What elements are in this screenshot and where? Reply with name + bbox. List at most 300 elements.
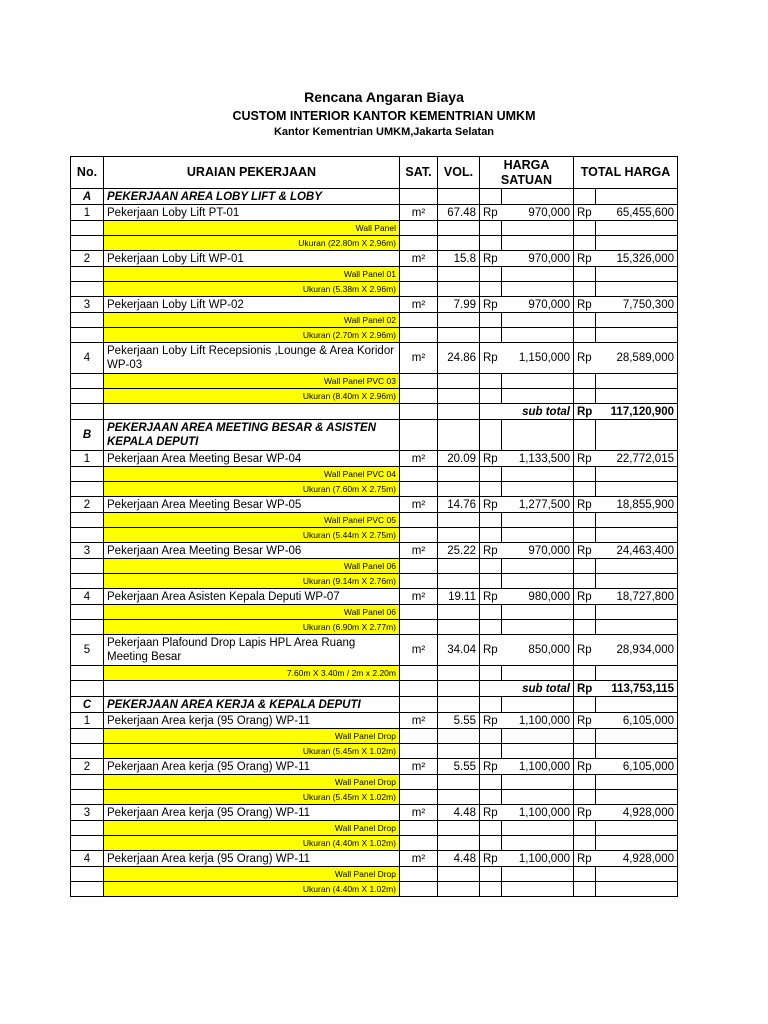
note-row xyxy=(71,328,678,343)
item-number: 1 xyxy=(71,451,104,467)
empty-cell xyxy=(502,282,574,297)
empty-cell xyxy=(438,189,480,205)
item-volume: 34.04 xyxy=(438,635,480,666)
section-letter: B xyxy=(71,420,104,451)
empty-cell xyxy=(400,221,438,236)
item-description: Pekerjaan Loby Lift Recepsionis ,Lounge & Area Koridor WP-03 xyxy=(104,343,400,374)
note-row xyxy=(71,282,678,297)
section-title: PEKERJAAN AREA KERJA & KEPALA DEPUTI xyxy=(104,697,400,713)
subtotal-row xyxy=(71,404,678,420)
item-total-price: 28,589,000 xyxy=(596,343,678,374)
item-description: Pekerjaan Area Meeting Besar WP-05 xyxy=(104,497,400,513)
empty-cell xyxy=(438,267,480,282)
item-note: Wall Panel PVC 04 xyxy=(104,467,400,482)
item-volume: 24.86 xyxy=(438,343,480,374)
empty-cell xyxy=(502,467,574,482)
item-description: Pekerjaan Loby Lift WP-01 xyxy=(104,251,400,267)
empty-cell xyxy=(480,559,502,574)
section-letter: C xyxy=(71,697,104,713)
item-unit: m² xyxy=(400,759,438,775)
item-unit: m² xyxy=(400,297,438,313)
empty-cell xyxy=(400,697,438,713)
empty-cell xyxy=(502,420,574,451)
note-row xyxy=(71,482,678,497)
note-row xyxy=(71,267,678,282)
note-row xyxy=(71,313,678,328)
note-row xyxy=(71,882,678,897)
empty-cell xyxy=(400,744,438,759)
item-unit: m² xyxy=(400,589,438,605)
subtotal-label: sub total xyxy=(480,404,574,420)
empty-cell xyxy=(480,775,502,790)
item-unit-price: 1,150,000 xyxy=(502,343,574,374)
item-number: 3 xyxy=(71,297,104,313)
item-unit-price: 970,000 xyxy=(502,297,574,313)
empty-cell xyxy=(480,513,502,528)
empty-cell xyxy=(438,404,480,420)
empty-cell xyxy=(71,328,104,343)
empty-cell xyxy=(480,821,502,836)
empty-cell xyxy=(574,267,596,282)
empty-cell xyxy=(596,482,678,497)
item-total-price: 7,750,300 xyxy=(596,297,678,313)
empty-cell xyxy=(438,882,480,897)
empty-cell xyxy=(596,775,678,790)
item-unit: m² xyxy=(400,805,438,821)
empty-cell xyxy=(502,559,574,574)
empty-cell xyxy=(400,389,438,404)
empty-cell xyxy=(596,513,678,528)
empty-cell xyxy=(480,867,502,882)
empty-cell xyxy=(400,836,438,851)
item-description: Pekerjaan Area kerja (95 Orang) WP-11 xyxy=(104,713,400,729)
empty-cell xyxy=(502,666,574,681)
empty-cell xyxy=(596,882,678,897)
note-row xyxy=(71,605,678,620)
note-row xyxy=(71,775,678,790)
empty-cell xyxy=(596,282,678,297)
empty-cell xyxy=(502,374,574,389)
item-description: Pekerjaan Area Asisten Kepala Deputi WP-07 xyxy=(104,589,400,605)
table-row xyxy=(71,851,678,867)
currency-label: Rp xyxy=(574,404,596,420)
empty-cell xyxy=(480,389,502,404)
currency-label: Rp xyxy=(480,851,502,867)
empty-cell xyxy=(438,528,480,543)
empty-cell xyxy=(480,236,502,251)
item-volume: 7.99 xyxy=(438,297,480,313)
empty-cell xyxy=(480,313,502,328)
item-unit: m² xyxy=(400,851,438,867)
currency-label: Rp xyxy=(480,297,502,313)
empty-cell xyxy=(71,681,104,697)
item-number: 1 xyxy=(71,205,104,221)
empty-cell xyxy=(502,389,574,404)
item-number: 1 xyxy=(71,713,104,729)
empty-cell xyxy=(71,821,104,836)
subtotal-label: sub total xyxy=(480,681,574,697)
empty-cell xyxy=(400,404,438,420)
note-row xyxy=(71,821,678,836)
item-unit-price: 1,100,000 xyxy=(502,713,574,729)
empty-cell xyxy=(574,389,596,404)
empty-cell xyxy=(71,482,104,497)
currency-label: Rp xyxy=(574,759,596,775)
section-title: PEKERJAAN AREA MEETING BESAR & ASISTEN KEPALA DEPUTI xyxy=(104,420,400,451)
subtotal-value: 113,753,115 xyxy=(596,681,678,697)
empty-cell xyxy=(502,267,574,282)
empty-cell xyxy=(438,867,480,882)
empty-cell xyxy=(71,236,104,251)
note-row xyxy=(71,559,678,574)
item-note: Wall Panel Drop xyxy=(104,867,400,882)
empty-cell xyxy=(574,620,596,635)
item-note: Ukuran (5.38m X 2.96m) xyxy=(104,282,400,297)
empty-cell xyxy=(438,574,480,589)
item-number: 2 xyxy=(71,759,104,775)
empty-cell xyxy=(71,404,104,420)
item-unit-price: 970,000 xyxy=(502,205,574,221)
empty-cell xyxy=(596,836,678,851)
item-description: Pekerjaan Loby Lift WP-02 xyxy=(104,297,400,313)
table-row xyxy=(71,205,678,221)
note-row xyxy=(71,867,678,882)
table-row xyxy=(71,589,678,605)
item-volume: 20.09 xyxy=(438,451,480,467)
empty-cell xyxy=(438,681,480,697)
item-note: Ukuran (5.45m X 1.02m) xyxy=(104,744,400,759)
empty-cell xyxy=(596,236,678,251)
note-row xyxy=(71,236,678,251)
empty-cell xyxy=(502,729,574,744)
item-number: 4 xyxy=(71,343,104,374)
empty-cell xyxy=(596,697,678,713)
empty-cell xyxy=(400,313,438,328)
empty-cell xyxy=(71,620,104,635)
item-volume: 5.55 xyxy=(438,759,480,775)
empty-cell xyxy=(400,374,438,389)
empty-cell xyxy=(502,882,574,897)
empty-cell xyxy=(71,744,104,759)
empty-cell xyxy=(574,744,596,759)
item-unit: m² xyxy=(400,713,438,729)
item-total-price: 24,463,400 xyxy=(596,543,678,559)
empty-cell xyxy=(502,605,574,620)
empty-cell xyxy=(480,790,502,805)
item-number: 3 xyxy=(71,543,104,559)
empty-cell xyxy=(71,282,104,297)
empty-cell xyxy=(438,605,480,620)
item-total-price: 18,855,900 xyxy=(596,497,678,513)
empty-cell xyxy=(480,605,502,620)
empty-cell xyxy=(596,374,678,389)
col-header-sat: SAT. xyxy=(400,157,438,189)
item-note: Wall Panel 06 xyxy=(104,605,400,620)
item-note: Wall Panel Drop xyxy=(104,729,400,744)
empty-cell xyxy=(596,574,678,589)
empty-cell xyxy=(480,744,502,759)
currency-label: Rp xyxy=(574,251,596,267)
item-number: 3 xyxy=(71,805,104,821)
table-row xyxy=(71,497,678,513)
empty-cell xyxy=(438,221,480,236)
currency-label: Rp xyxy=(480,451,502,467)
empty-cell xyxy=(574,313,596,328)
item-note: Ukuran (9.14m X 2.76m) xyxy=(104,574,400,589)
table-row xyxy=(71,297,678,313)
item-unit-price: 1,100,000 xyxy=(502,805,574,821)
empty-cell xyxy=(502,697,574,713)
currency-label: Rp xyxy=(574,543,596,559)
empty-cell xyxy=(438,620,480,635)
document-location: Kantor Kementrian UMKM,Jakarta Selatan xyxy=(273,126,495,138)
empty-cell xyxy=(438,513,480,528)
empty-cell xyxy=(400,867,438,882)
empty-cell xyxy=(438,836,480,851)
currency-label: Rp xyxy=(480,713,502,729)
empty-cell xyxy=(400,605,438,620)
item-number: 5 xyxy=(71,635,104,666)
item-note: Ukuran (4.40m X 1.02m) xyxy=(104,836,400,851)
document-title: Rencana Angaran Biaya xyxy=(304,89,464,105)
empty-cell xyxy=(574,574,596,589)
empty-cell xyxy=(502,513,574,528)
empty-cell xyxy=(71,559,104,574)
table-row xyxy=(71,451,678,467)
col-header-vol: VOL. xyxy=(438,157,480,189)
table-row xyxy=(71,635,678,666)
empty-cell xyxy=(596,189,678,205)
empty-cell xyxy=(596,221,678,236)
currency-label: Rp xyxy=(574,451,596,467)
item-unit-price: 1,133,500 xyxy=(502,451,574,467)
empty-cell xyxy=(480,697,502,713)
section-letter: A xyxy=(71,189,104,205)
item-note: Wall Panel 01 xyxy=(104,267,400,282)
empty-cell xyxy=(502,821,574,836)
empty-cell xyxy=(574,221,596,236)
empty-cell xyxy=(438,236,480,251)
empty-cell xyxy=(400,574,438,589)
empty-cell xyxy=(400,328,438,343)
empty-cell xyxy=(438,775,480,790)
item-unit-price: 850,000 xyxy=(502,635,574,666)
currency-label: Rp xyxy=(574,851,596,867)
empty-cell xyxy=(480,666,502,681)
empty-cell xyxy=(438,821,480,836)
empty-cell xyxy=(71,389,104,404)
empty-cell xyxy=(480,282,502,297)
empty-cell xyxy=(438,559,480,574)
empty-cell xyxy=(502,574,574,589)
empty-cell xyxy=(400,420,438,451)
item-unit: m² xyxy=(400,635,438,666)
currency-label: Rp xyxy=(480,497,502,513)
empty-cell xyxy=(574,528,596,543)
empty-cell xyxy=(502,482,574,497)
item-number: 4 xyxy=(71,851,104,867)
empty-cell xyxy=(480,221,502,236)
empty-cell xyxy=(480,374,502,389)
empty-cell xyxy=(502,236,574,251)
item-total-price: 4,928,000 xyxy=(596,851,678,867)
empty-cell xyxy=(400,559,438,574)
empty-cell xyxy=(400,482,438,497)
empty-cell xyxy=(596,605,678,620)
empty-cell xyxy=(71,574,104,589)
empty-cell xyxy=(502,313,574,328)
table-row xyxy=(71,713,678,729)
item-volume: 15.8 xyxy=(438,251,480,267)
empty-cell xyxy=(480,189,502,205)
empty-cell xyxy=(574,821,596,836)
empty-cell xyxy=(71,267,104,282)
item-number: 4 xyxy=(71,589,104,605)
empty-cell xyxy=(400,666,438,681)
empty-cell xyxy=(480,467,502,482)
item-note: Wall Panel 06 xyxy=(104,559,400,574)
item-volume: 14.76 xyxy=(438,497,480,513)
note-row xyxy=(71,221,678,236)
empty-cell xyxy=(574,189,596,205)
item-total-price: 15,326,000 xyxy=(596,251,678,267)
empty-cell xyxy=(71,867,104,882)
empty-cell xyxy=(438,282,480,297)
item-note: Ukuran (2.70m X 2.96m) xyxy=(104,328,400,343)
note-row xyxy=(71,666,678,681)
item-unit: m² xyxy=(400,343,438,374)
budget-table xyxy=(70,156,678,897)
empty-cell xyxy=(574,420,596,451)
empty-cell xyxy=(71,666,104,681)
item-unit: m² xyxy=(400,205,438,221)
item-description: Pekerjaan Area kerja (95 Orang) WP-11 xyxy=(104,805,400,821)
empty-cell xyxy=(596,744,678,759)
empty-cell xyxy=(71,836,104,851)
empty-cell xyxy=(502,790,574,805)
note-row xyxy=(71,574,678,589)
empty-cell xyxy=(480,482,502,497)
currency-label: Rp xyxy=(574,497,596,513)
item-note: Wall Panel Drop xyxy=(104,821,400,836)
item-unit: m² xyxy=(400,497,438,513)
item-note: Ukuran (4.40m X 1.02m) xyxy=(104,882,400,897)
item-total-price: 22,772,015 xyxy=(596,451,678,467)
item-number: 2 xyxy=(71,251,104,267)
item-unit: m² xyxy=(400,543,438,559)
item-note: Wall Panel PVC 03 xyxy=(104,374,400,389)
item-note: Wall Panel Drop xyxy=(104,775,400,790)
table-body xyxy=(71,189,678,897)
empty-cell xyxy=(502,836,574,851)
section-row xyxy=(71,420,678,451)
currency-label: Rp xyxy=(480,759,502,775)
empty-cell xyxy=(574,374,596,389)
empty-cell xyxy=(71,790,104,805)
item-unit-price: 1,100,000 xyxy=(502,851,574,867)
empty-cell xyxy=(596,867,678,882)
note-row xyxy=(71,836,678,851)
document-subtitle: CUSTOM INTERIOR KANTOR KEMENTRIAN UMKM xyxy=(232,109,536,123)
currency-label: Rp xyxy=(574,805,596,821)
item-note: Wall Panel xyxy=(104,221,400,236)
empty-cell xyxy=(574,775,596,790)
item-total-price: 65,455,600 xyxy=(596,205,678,221)
empty-cell xyxy=(574,605,596,620)
empty-cell xyxy=(480,729,502,744)
empty-cell xyxy=(574,513,596,528)
empty-cell xyxy=(438,482,480,497)
empty-cell xyxy=(71,513,104,528)
currency-label: Rp xyxy=(480,635,502,666)
table-row xyxy=(71,805,678,821)
item-unit: m² xyxy=(400,251,438,267)
empty-cell xyxy=(480,420,502,451)
empty-cell xyxy=(502,775,574,790)
empty-cell xyxy=(574,236,596,251)
note-row xyxy=(71,790,678,805)
empty-cell xyxy=(400,681,438,697)
empty-cell xyxy=(502,189,574,205)
empty-cell xyxy=(574,666,596,681)
currency-label: Rp xyxy=(574,205,596,221)
empty-cell xyxy=(71,221,104,236)
item-description: Pekerjaan Loby Lift PT-01 xyxy=(104,205,400,221)
item-total-price: 18,727,800 xyxy=(596,589,678,605)
empty-cell xyxy=(596,559,678,574)
note-row xyxy=(71,528,678,543)
item-note: Ukuran (5.44m X 2.75m) xyxy=(104,528,400,543)
empty-cell xyxy=(71,775,104,790)
empty-cell xyxy=(502,328,574,343)
empty-cell xyxy=(574,836,596,851)
empty-cell xyxy=(400,189,438,205)
table-row xyxy=(71,251,678,267)
col-header-total: TOTAL HARGA xyxy=(574,157,678,189)
empty-cell xyxy=(596,666,678,681)
empty-cell xyxy=(596,528,678,543)
note-row xyxy=(71,374,678,389)
empty-cell xyxy=(502,867,574,882)
currency-label: Rp xyxy=(574,713,596,729)
empty-cell xyxy=(480,574,502,589)
currency-label: Rp xyxy=(574,343,596,374)
empty-cell xyxy=(574,697,596,713)
empty-cell xyxy=(502,221,574,236)
empty-cell xyxy=(71,313,104,328)
empty-cell xyxy=(400,790,438,805)
table-row xyxy=(71,543,678,559)
currency-label: Rp xyxy=(480,205,502,221)
empty-cell xyxy=(480,267,502,282)
empty-cell xyxy=(400,282,438,297)
item-unit-price: 1,277,500 xyxy=(502,497,574,513)
item-note: Ukuran (22.80m X 2.96m) xyxy=(104,236,400,251)
empty-cell xyxy=(596,313,678,328)
empty-cell xyxy=(574,482,596,497)
empty-cell xyxy=(400,775,438,790)
empty-cell xyxy=(574,328,596,343)
empty-cell xyxy=(480,620,502,635)
subtotal-value: 117,120,900 xyxy=(596,404,678,420)
empty-cell xyxy=(438,374,480,389)
empty-cell xyxy=(596,821,678,836)
item-total-price: 4,928,000 xyxy=(596,805,678,821)
item-unit-price: 970,000 xyxy=(502,543,574,559)
item-unit-price: 980,000 xyxy=(502,589,574,605)
empty-cell xyxy=(596,267,678,282)
item-total-price: 6,105,000 xyxy=(596,713,678,729)
